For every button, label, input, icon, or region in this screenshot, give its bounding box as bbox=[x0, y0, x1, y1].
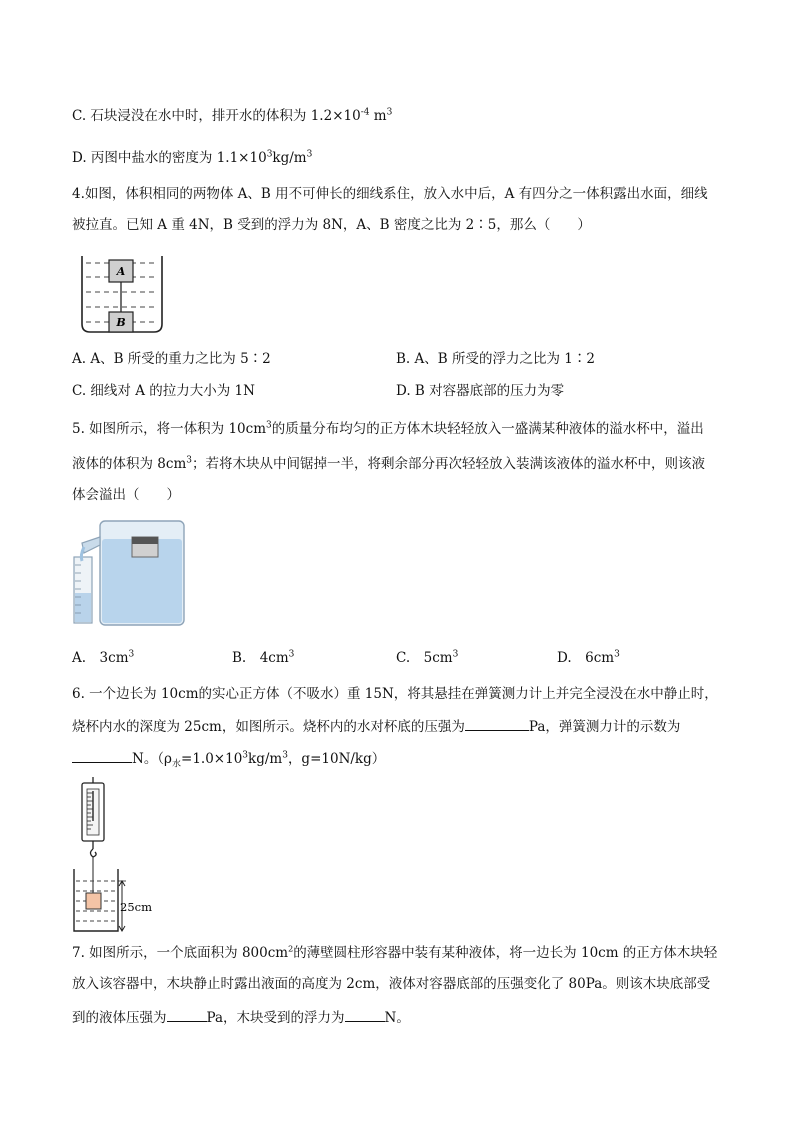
text: Pa，木块受到的浮力为 bbox=[206, 1010, 345, 1026]
q6-spring-scale-figure bbox=[70, 775, 160, 935]
submerged-cube bbox=[86, 893, 101, 909]
q4-option-b: B. A、B 所受的浮力之比为 1∶2 bbox=[396, 351, 595, 367]
q4-stem-line1: 4.如图，体积相同的两物体 A、B 用不可伸长的细线系住，放入水中后，A 有四分之一体积露出水面，细线 bbox=[72, 186, 708, 202]
q7-stem-line3 bbox=[72, 1007, 410, 1027]
text: C. 5cm bbox=[396, 650, 453, 666]
answer-blank-reading[interactable] bbox=[72, 748, 132, 763]
exp: 3 bbox=[266, 149, 273, 160]
q5-option-b bbox=[232, 649, 294, 667]
exp: 3 bbox=[452, 649, 459, 660]
exp: 3 bbox=[614, 649, 620, 660]
q3-option-d bbox=[72, 149, 312, 167]
text: N。 bbox=[384, 1010, 410, 1026]
text: 的薄壁圆柱形容器中装有某种液体，将一边长为 10cm 的正方体木块轻 bbox=[293, 945, 718, 961]
q4-stem-line2: 被拉直。已知 A 重 4N，B 受到的浮力为 8N，A、B 密度之比为 2∶5，那么（ ） bbox=[72, 217, 591, 233]
q7-stem-line1: 7. 如图所示，一个底面积为 $800cm^2$的薄壁圆柱形容器中装有某种液体，将一边长为 10cm 的正方体木块轻 bbox=[72, 944, 718, 961]
q6-stem-line1: 6. 一个边长为 10cm的实心正方体（不吸水）重 15N，将其悬挂在弹簧测力计上并完全浸没在水中静止时， bbox=[72, 686, 718, 702]
q6-stem-line3 bbox=[72, 748, 385, 774]
exp: 3 bbox=[386, 107, 393, 118]
text: 到的液体压强为 bbox=[72, 1010, 167, 1026]
text: B. 4cm bbox=[232, 650, 289, 666]
block-b-label: B bbox=[116, 316, 126, 329]
exp: 3 bbox=[266, 420, 272, 431]
q3-option-c bbox=[72, 107, 392, 125]
exp: 3 bbox=[288, 649, 295, 660]
q4-option-a: A. A、B 所受的重力之比为 5∶2 bbox=[72, 351, 271, 367]
q4-container-figure bbox=[78, 250, 168, 336]
q3-option-d-text: D. 丙图中盐水的密度为 1.1×10 bbox=[72, 150, 267, 166]
unit: kg/m bbox=[272, 150, 307, 166]
text: Pa，弹簧测力计的示数为 bbox=[528, 719, 681, 735]
exp: 3 bbox=[282, 750, 288, 761]
answer-blank-buoyancy[interactable] bbox=[345, 1007, 385, 1022]
text: =1.0×10 bbox=[181, 751, 243, 767]
unit: m bbox=[369, 108, 387, 124]
exp: 3 bbox=[306, 149, 313, 160]
q5-overflow-cup-figure bbox=[70, 515, 190, 631]
q7-stem-line2: 放入该容器中，木块静止时露出液面的高度为 2cm，液体对容器底部的压强变化了 80Pa。则该木块底部受 bbox=[72, 976, 711, 992]
q5-option-c bbox=[396, 649, 458, 667]
q6-stem-line2 bbox=[72, 716, 680, 736]
text: 的质量分布均匀的正方体木块轻轻放入一盛满某种液体的溢水杯中，溢出 bbox=[271, 421, 704, 437]
q3-option-c-text: C. 石块浸没在水中时，排开水的体积为 1.2×10 bbox=[72, 108, 361, 124]
text: 5. 如图所示，将一体积为 10cm bbox=[72, 421, 267, 437]
text: N。（ρ bbox=[132, 751, 172, 767]
q5-stem-line3: 体会溢出（ ） bbox=[72, 487, 180, 503]
answer-blank-pressure[interactable] bbox=[465, 716, 529, 731]
depth-label: 25cm bbox=[120, 900, 152, 914]
q5-option-d bbox=[557, 649, 620, 667]
text: kg/m bbox=[248, 751, 283, 767]
q5-stem-line2 bbox=[72, 455, 705, 473]
subscript: 水 bbox=[172, 759, 182, 770]
text: ；若将木块从中间锯掉一半，将剩余部分再次轻轻放入装满该液体的溢水杯中，则该液 bbox=[191, 456, 705, 472]
exp: 3 bbox=[186, 455, 192, 466]
q4-option-c: C. 细线对 A 的拉力大小为 1N bbox=[72, 383, 255, 399]
q5-option-a bbox=[72, 649, 134, 667]
text: D. 6cm bbox=[557, 650, 615, 666]
text: 液体的体积为 8cm bbox=[72, 456, 187, 472]
text: 烧杯内水的深度为 25cm，如图所示。烧杯内的水对杯底的压强为 bbox=[72, 719, 465, 735]
q5-stem-line1 bbox=[72, 420, 704, 438]
exp: -4 bbox=[360, 107, 370, 118]
exp: 3 bbox=[128, 649, 135, 660]
text: ，g=10N/kg） bbox=[287, 751, 386, 767]
block-a-label: A bbox=[116, 265, 126, 278]
q4-option-d: D. B 对容器底部的压力为零 bbox=[396, 383, 565, 399]
text: 7. 如图所示，一个底面积为 800cm bbox=[72, 945, 289, 961]
exp: 3 bbox=[242, 750, 249, 761]
text: A. 3cm bbox=[72, 650, 129, 666]
answer-blank-bottom-pressure[interactable] bbox=[167, 1007, 207, 1022]
